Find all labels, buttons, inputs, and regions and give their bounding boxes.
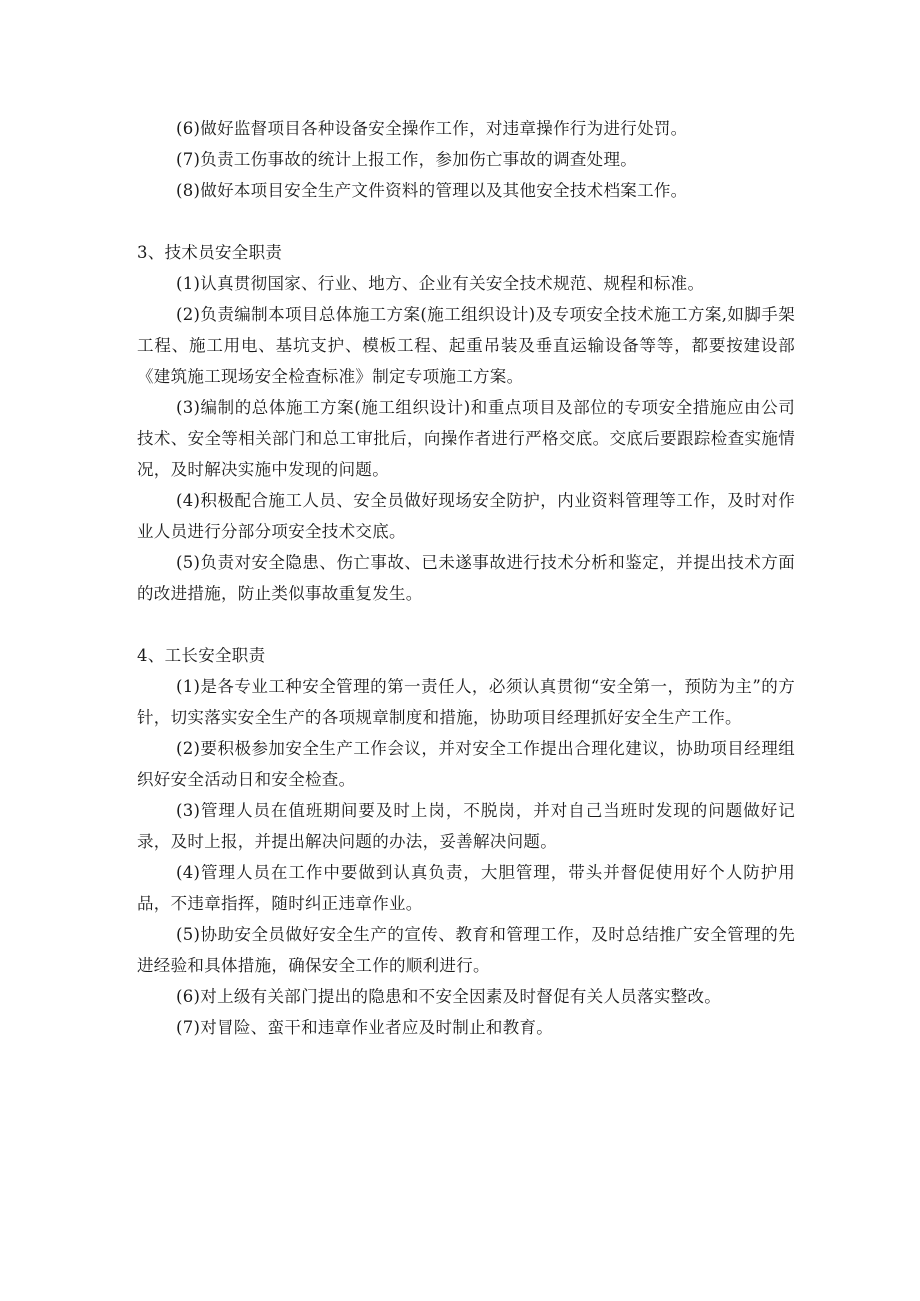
- list-item: (6)做好监督项目各种设备安全操作工作，对违章操作行为进行处罚。: [176, 119, 688, 138]
- list-item: (7)负责工伤事故的统计上报工作，参加伤亡事故的调查处理。: [176, 150, 638, 169]
- document-body: [137, 113, 795, 1043]
- list-item: (1)认真贯彻国家、行业、地方、企业有关安全技术规范、规程和标准。: [176, 274, 705, 293]
- section-heading: 4、工长安全职责: [137, 646, 266, 665]
- list-item: (4)积极配合施工人员、安全员做好现场安全防护，内业资料管理等工作，及时对作业人员进行分部分项安全技术交底。: [137, 491, 795, 541]
- section-spacer: [137, 206, 795, 237]
- section-heading: 3、技术员安全职责: [137, 243, 283, 262]
- list-item: (5)协助安全员做好安全生产的宣传、教育和管理工作，及时总结推广安全管理的先进经验和具体措施，确保安全工作的顺利进行。: [137, 925, 795, 975]
- list-item: (6)对上级有关部门提出的隐患和不安全因素及时督促有关人员落实整改。: [176, 987, 722, 1006]
- section-spacer: [137, 609, 795, 640]
- list-item: (7)对冒险、蛮干和违章作业者应及时制止和教育。: [176, 1018, 554, 1037]
- intro-list: [137, 113, 795, 206]
- list-item: (5)负责对安全隐患、伤亡事故、已未遂事故进行技术分析和鉴定，并提出技术方面的改进措施，防止类似事故重复发生。: [137, 553, 795, 603]
- section-foreman-safety: [137, 640, 795, 1043]
- list-item: (3)管理人员在值班期间要及时上岗，不脱岗，并对自己当班时发现的问题做好记录，及时上报，并提出解决问题的办法，妥善解决问题。: [137, 801, 795, 851]
- list-item: (4)管理人员在工作中要做到认真负责，大胆管理，带头并督促使用好个人防护用品，不违章指挥，随时纠正违章作业。: [137, 863, 795, 913]
- list-item: (3)编制的总体施工方案(施工组织设计)和重点项目及部位的专项安全措施应由公司技术、安全等相关部门和总工审批后，向操作者进行严格交底。交底后要跟踪检查实施情况，及时解决实施中发现的问题。: [137, 398, 795, 479]
- section-technician-safety: [137, 237, 795, 609]
- list-item: (2)要积极参加安全生产工作会议，并对安全工作提出合理化建议，协助项目经理组织好安全活动日和安全检查。: [137, 739, 795, 789]
- list-item: (8)做好本项目安全生产文件资料的管理以及其他安全技术档案工作。: [176, 181, 688, 200]
- list-item: (1)是各专业工种安全管理的第一责任人，必须认真贯彻“安全第一，预防为主”的方针，切实落实安全生产的各项规章制度和措施，协助项目经理抓好安全生产工作。: [137, 677, 795, 727]
- list-item: (2)负责编制本项目总体施工方案(施工组织设计)及专项安全技术施工方案,如脚手架工程、施工用电、基坑支护、模板工程、起重吊装及垂直运输设备等等，都要按建设部《建筑施工现场安全检查标准》制定专项施工方案。: [137, 305, 795, 386]
